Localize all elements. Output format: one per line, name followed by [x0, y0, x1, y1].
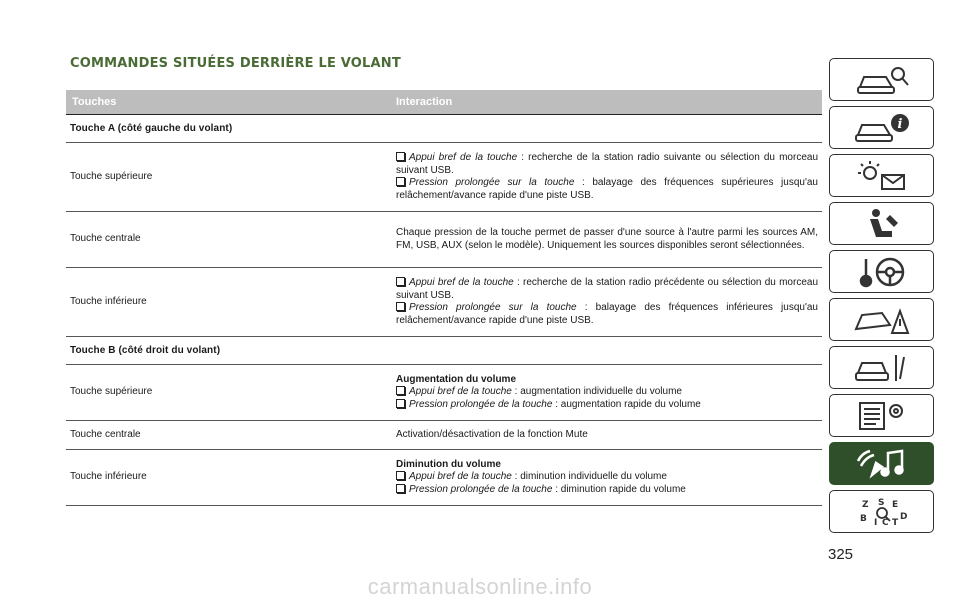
road-emergency-icon: [852, 303, 912, 337]
header-interaction: Interaction: [396, 96, 453, 108]
chapter-tabs: [829, 58, 934, 538]
watermark: carmanualsonline.info: [367, 574, 593, 599]
warning-lights-message-icon: [852, 159, 912, 193]
tab-specifications[interactable]: [829, 394, 934, 437]
tab-seat-airbag[interactable]: [829, 202, 934, 245]
svg-text:T: T: [891, 517, 898, 528]
row-interaction: Diminution du volume Appui bref de la touche : diminution individuelle du volume Pression prolongée de la touche : diminution rapide du volume: [396, 458, 686, 495]
row-interaction: Appui bref de la touche : recherche de la station radio suivante ou sélection du morceau suivant USB. Pression prolongée sur la touche : balayage des fréquences supérieures jusqu'au relâchement/avance rapide d'une piste USB.: [396, 152, 818, 201]
bullet-icon: [396, 399, 405, 408]
tab-car-search[interactable]: [829, 58, 934, 101]
bullet-icon: [396, 302, 405, 311]
row-key: Touche centrale: [70, 233, 141, 245]
bullet-icon: [396, 177, 405, 186]
bullet-icon: [396, 471, 405, 480]
svg-text:D: D: [899, 511, 907, 522]
svg-text:E: E: [891, 499, 898, 510]
bullet-icon: [396, 484, 405, 493]
row-interaction: Activation/désactivation de la fonction Mute: [396, 428, 588, 440]
bullet-icon: [396, 386, 405, 395]
row-key: Touche centrale: [70, 428, 141, 440]
key-steering-wheel-icon: [852, 255, 912, 289]
specifications-gear-icon: [852, 399, 912, 433]
car-tools-icon: [852, 351, 912, 385]
bullet-icon: [396, 277, 405, 286]
row-key: Touche supérieure: [70, 170, 153, 182]
multimedia-music-icon: [852, 447, 912, 481]
svg-text:C: C: [881, 517, 889, 528]
table-header: [66, 90, 822, 115]
section-touche-b: Touche B (côté droit du volant): [66, 337, 822, 365]
page-number: 325: [828, 546, 854, 563]
svg-text:Z: Z: [861, 499, 869, 510]
tab-road-emergency[interactable]: [829, 298, 934, 341]
table-row: [66, 421, 822, 450]
svg-text:B: B: [859, 513, 867, 524]
car-info-icon: [852, 111, 912, 145]
svg-text:S: S: [877, 497, 884, 508]
tab-warning-lights[interactable]: [829, 154, 934, 197]
controls-table: [66, 90, 822, 506]
tab-car-tools[interactable]: [829, 346, 934, 389]
tab-index[interactable]: [829, 490, 934, 533]
seat-airbag-icon: [852, 207, 912, 241]
tab-key-steering[interactable]: [829, 250, 934, 293]
svg-text:i: i: [897, 116, 902, 132]
tab-multimedia[interactable]: [829, 442, 934, 485]
table-row: [66, 365, 822, 421]
row-key: Touche inférieure: [70, 295, 147, 307]
bullet-icon: [396, 152, 405, 161]
row-key: Touche supérieure: [70, 386, 153, 398]
row-interaction: Chaque pression de la touche permet de passer d'une source à l'autre parmi les sources AM, FM, USB, AUX (selon le modèle). Uniquement les sources disponibles seront sélectionnées.: [396, 227, 818, 251]
row-interaction: Augmentation du volume Appui bref de la touche : augmentation individuelle du volume Pression prolongée de la touche : augmentation rapide du volume: [396, 373, 701, 410]
row-interaction: Appui bref de la touche : recherche de la station radio précédente ou sélection du morceau suivant USB. Pression prolongée sur la touche : balayage des fréquences inférieures jusqu'au relâchement/avance rapide d'une piste USB.: [396, 277, 819, 326]
table-row: [66, 143, 822, 212]
car-search-icon: [852, 63, 912, 97]
table-row: [66, 268, 822, 337]
tab-car-info[interactable]: [829, 106, 934, 149]
svg-text:I: I: [873, 517, 877, 528]
index-letters-icon: [852, 495, 912, 529]
table-row: [66, 450, 822, 506]
section-touche-a: Touche A (côté gauche du volant): [66, 115, 822, 143]
page-title: COMMANDES SITUÉES DERRIÈRE LE VOLANT: [70, 56, 401, 71]
table-row: [66, 212, 822, 268]
header-touches: Touches: [72, 96, 117, 108]
row-key: Touche inférieure: [70, 471, 147, 483]
